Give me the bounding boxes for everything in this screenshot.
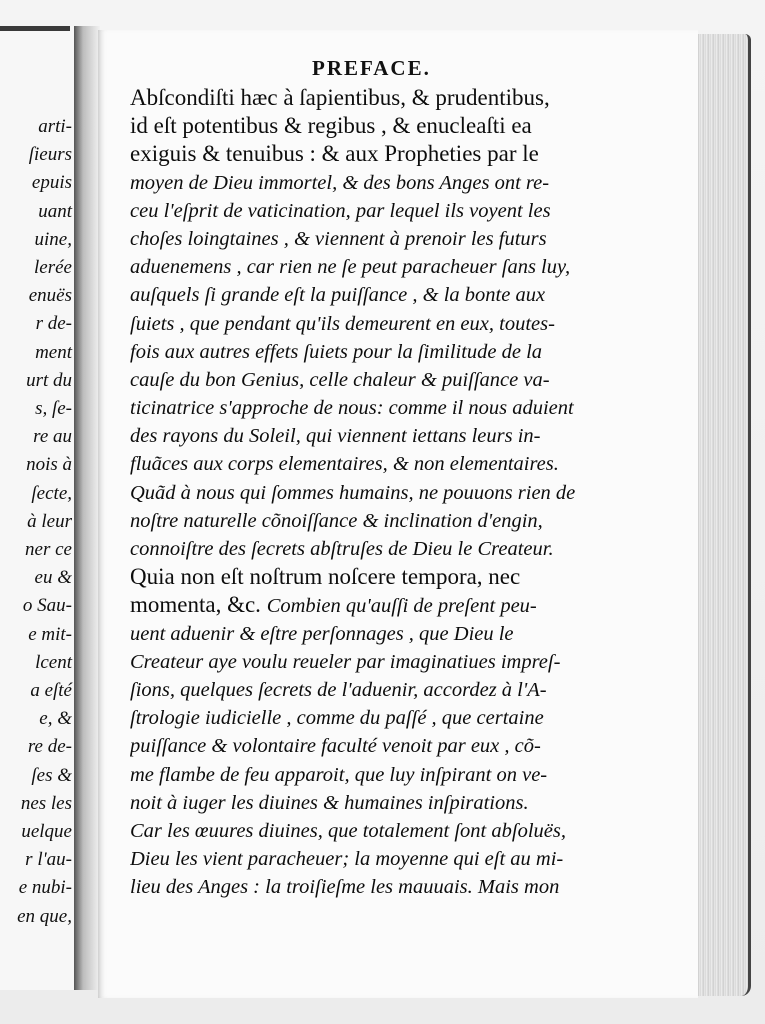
- left-page-line: epuis: [31, 172, 72, 194]
- text-line-content: moyen de Dieu immortel, & des bons Anges ont re-: [130, 171, 550, 194]
- left-page-line: urt du: [26, 369, 72, 391]
- text-line-content: Createur aye voulu reueler par imaginatiues impreſ-: [130, 650, 561, 673]
- text-line: [130, 873, 625, 901]
- text-line-content: noit à iuger les diuines & humaines inſpirations.: [130, 791, 529, 814]
- text-line: [130, 732, 625, 760]
- text-line-content: me flambe de feu apparoit, que luy inſpirant on ve-: [130, 763, 548, 786]
- left-page-line: a eſté: [30, 680, 72, 701]
- text-line-content: Car les œuures diuines, que totalement ſont abſoluës,: [130, 819, 566, 842]
- left-page-line: ſecte,: [31, 482, 72, 504]
- text-line-content: Quãd à nous qui ſommes humains, ne pouuons rien de: [130, 481, 576, 504]
- text-line: [130, 479, 625, 507]
- text-line: [130, 676, 625, 704]
- text-line-content: noſtre naturelle cõnoiſſance & inclination d'engin,: [130, 509, 543, 532]
- text-line-content: ſuiets , que pendant qu'ils demeurent en eux, toutes-: [130, 312, 555, 335]
- text-line: [130, 845, 625, 873]
- left-page-line: ſieurs: [28, 144, 72, 166]
- text-line-content: fluãces aux corps elementaires, & non elementaires.: [130, 453, 559, 476]
- book-gutter: [74, 26, 100, 990]
- left-page-line: e, &: [39, 708, 72, 730]
- text-line-content: exiguis & tenuibus : & aux Propheties par le: [130, 141, 539, 167]
- text-line-content: puiſſance & volontaire faculté venoit par eux , cõ-: [130, 735, 541, 758]
- left-page-line: uine,: [34, 228, 72, 250]
- left-page-line: r de-: [35, 313, 72, 335]
- text-line-content: fois aux autres effets ſuiets pour la ſimilitude de la: [130, 340, 543, 363]
- text-line: [130, 394, 625, 422]
- left-page-line: ner ce: [25, 539, 72, 560]
- text-line: [130, 704, 625, 732]
- text-line: [130, 450, 625, 478]
- left-page-line: ment: [35, 341, 72, 363]
- text-line: [130, 422, 625, 450]
- left-page-edge: [0, 26, 70, 31]
- left-page-line: re de-: [27, 736, 72, 758]
- text-line-roman-part: momenta, &c.: [130, 592, 267, 618]
- left-page-line: re au: [33, 426, 72, 448]
- text-line: [130, 366, 625, 394]
- left-page-line: e mit-: [28, 623, 72, 645]
- text-line: [130, 225, 625, 253]
- left-page-line: eu &: [34, 567, 72, 589]
- text-line-content: Abſcondiſti hæc à ſapientibus, & prudentibus,: [130, 85, 550, 110]
- text-line: [130, 84, 625, 112]
- left-page-line: uant: [38, 200, 72, 222]
- text-line: [130, 197, 625, 225]
- left-page-line: enuës: [28, 285, 72, 307]
- left-page-line: e nubi-: [18, 877, 72, 899]
- text-line-content: Quia non eſt noſtrum noſcere tempora, nec: [130, 564, 521, 590]
- text-line: [130, 591, 625, 619]
- text-line: [130, 817, 625, 845]
- text-line-content: lieu des Anges : la troiſieſme les mauuais. Mais mon: [130, 876, 560, 899]
- left-page-line: ſes &: [31, 764, 72, 786]
- left-page-line: à leur: [27, 510, 72, 532]
- text-line-content: Dieu les vient paracheuer; la moyenne qui eſt au mi-: [130, 848, 564, 871]
- text-line: [130, 140, 625, 168]
- left-page-line: nes les: [20, 792, 72, 814]
- left-page-line: nois à: [26, 454, 72, 476]
- text-line: [130, 112, 625, 140]
- left-page-line: lerée: [34, 257, 72, 278]
- left-page-line: uelque: [21, 821, 72, 842]
- text-line-content: id eſt potentibus & regibus , & enucleaſti ea: [130, 113, 532, 139]
- left-page-line: r l'au-: [25, 849, 72, 871]
- text-line: [130, 648, 625, 676]
- left-page-line: en que,: [17, 905, 72, 927]
- text-line: [130, 169, 625, 197]
- text-line: [130, 789, 625, 817]
- text-line: [130, 253, 625, 281]
- text-line: [130, 535, 625, 563]
- text-line-italic-part: Combien qu'auſſi de preſent peu-: [266, 595, 537, 618]
- text-line-content: uent aduenir & eſtre perſonnages , que Dieu le: [130, 622, 514, 645]
- text-line-content: ticinatrice s'approche de nous: comme il nous aduient: [130, 397, 574, 420]
- left-page-line: arti-: [38, 116, 72, 137]
- text-line: [130, 761, 625, 789]
- left-page-line: o Sau-: [22, 595, 72, 617]
- main-text-block: [130, 84, 625, 901]
- left-page: [0, 26, 78, 990]
- text-line-content: auſquels ſi grande eſt la puiſſance , & la bonte aux: [130, 284, 546, 307]
- text-line-content: choſes loingtaines , & viennent à prenoir les futurs: [130, 227, 547, 250]
- text-line-content: connoiſtre des ſecrets abſtruſes de Dieu le Createur.: [130, 538, 554, 560]
- left-page-line: lcent: [35, 651, 72, 673]
- page-edges: [690, 34, 751, 996]
- running-head: PREFACE.: [312, 56, 431, 80]
- text-line-content: cauſe du bon Genius, celle chaleur & puiſſance va-: [130, 368, 550, 391]
- text-line-content: ceu l'eſprit de vaticination, par lequel ils voyent les: [130, 199, 551, 222]
- text-line-content: ſions, quelques ſecrets de l'aduenir, accordez à l'A-: [130, 678, 547, 701]
- text-line-content: ſtrologie iudicielle , comme du paſſé , que certaine: [130, 707, 544, 730]
- text-line-content: aduenemens , car rien ne ſe peut paracheuer ſans luy,: [130, 256, 571, 279]
- text-line: [130, 310, 625, 338]
- text-line-content: des rayons du Soleil, qui viennent iettans leurs in-: [130, 425, 541, 448]
- left-page-line: s, ſe-: [35, 398, 72, 419]
- text-line: [130, 620, 625, 648]
- text-line: [130, 281, 625, 309]
- text-line: [130, 338, 625, 366]
- text-line: [130, 507, 625, 535]
- text-line: [130, 563, 625, 591]
